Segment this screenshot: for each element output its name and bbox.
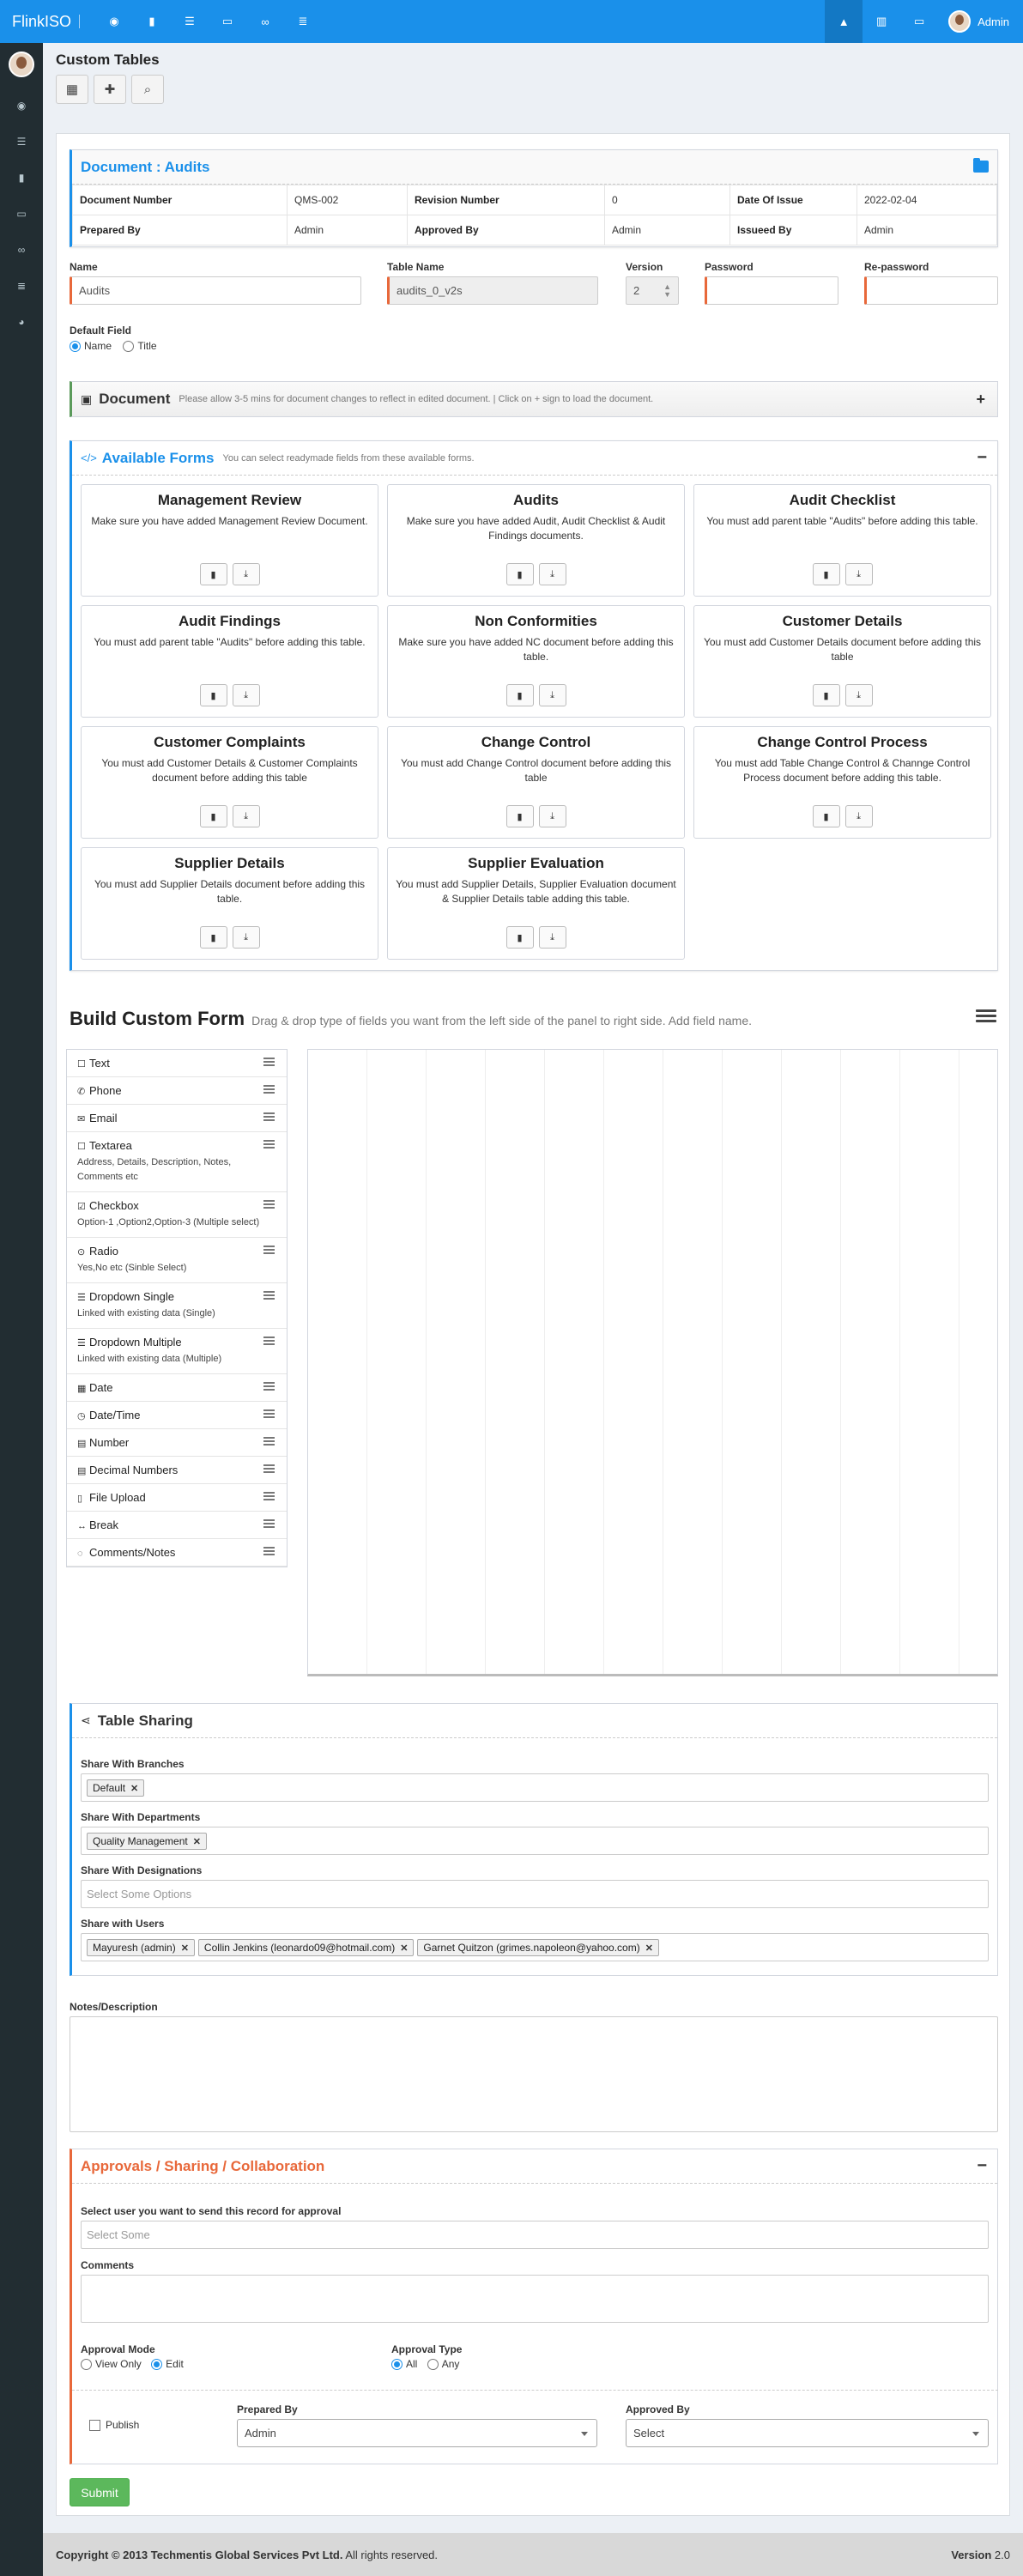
dashboard-icon[interactable]: ◉ — [109, 15, 119, 27]
menu-lines-icon[interactable] — [976, 1009, 996, 1027]
approved-by-value: Select — [633, 2427, 665, 2440]
tag-label: Default — [93, 1781, 126, 1794]
caret-down-icon — [581, 2432, 588, 2436]
doc-number-label: Document Number — [73, 185, 288, 215]
book-icon[interactable]: ▮ — [506, 563, 534, 585]
plus-icon[interactable]: + — [976, 390, 985, 408]
remove-tag-icon[interactable]: ✕ — [180, 1943, 189, 1954]
document-bar-title: Document — [99, 391, 171, 407]
field-type-item[interactable] — [67, 1050, 287, 1077]
bookmark-icon[interactable]: ▮ — [18, 172, 25, 184]
form-card-title: Audit Checklist — [789, 492, 896, 508]
available-forms-header — [72, 441, 997, 476]
view-only-label: View Only — [95, 2358, 142, 2370]
download-icon[interactable]: ⤓ — [845, 684, 873, 706]
prepared-by-select[interactable] — [237, 2419, 597, 2447]
approval-type-options — [391, 2358, 459, 2370]
field-type-label: Email — [89, 1112, 118, 1124]
graduation-cap-icon[interactable]: ▲ — [825, 0, 863, 43]
form-card-title: Audits — [513, 492, 559, 508]
notes-textarea[interactable] — [70, 2016, 998, 2132]
remove-tag-icon[interactable]: ✕ — [130, 1783, 139, 1794]
form-card-title: Audit Findings — [179, 613, 281, 629]
radio-title-label: Title — [137, 340, 157, 352]
designations-label: Share With Designations — [81, 1864, 203, 1876]
sidebar — [0, 43, 43, 2576]
link-icon[interactable]: ∞ — [17, 244, 26, 256]
radio-name[interactable] — [70, 341, 81, 352]
table-name-label: Table Name — [387, 261, 445, 273]
approvals-title: Approvals / Sharing / Collaboration — [81, 2157, 325, 2174]
user-tag — [198, 1939, 415, 1956]
database-icon[interactable]: ≣ — [298, 15, 308, 27]
drag-handle-icon[interactable] — [263, 1140, 275, 1150]
password-input[interactable] — [705, 276, 838, 305]
radio-all[interactable] — [391, 2359, 403, 2370]
page-title: Custom Tables — [56, 52, 160, 68]
approvals-header — [72, 2149, 997, 2184]
share-icon: ⋖ — [81, 1713, 91, 1727]
drag-handle-icon[interactable] — [263, 1336, 275, 1347]
publish-option — [89, 2419, 139, 2431]
form-card-description: You must add parent table "Audits" before adding this table. — [706, 515, 978, 527]
field-type-icon: ▤ — [77, 1466, 87, 1476]
build-form-heading — [70, 1008, 752, 1030]
field-type-item[interactable] — [67, 1512, 287, 1539]
build-form-title: Build Custom Form — [70, 1008, 245, 1029]
publish-label: Publish — [106, 2419, 140, 2431]
book-icon[interactable]: ▮ — [813, 805, 840, 827]
tag-label: Mayuresh (admin) — [93, 1941, 176, 1954]
bar-chart-icon[interactable]: ▥ — [875, 15, 887, 27]
document-header — [72, 150, 997, 185]
field-type-item[interactable] — [67, 1105, 287, 1132]
field-type-label: Decimal Numbers — [89, 1464, 179, 1476]
plus-icon[interactable]: ✚ — [94, 75, 126, 104]
branches-select[interactable] — [81, 1773, 989, 1802]
radio-view-only[interactable] — [81, 2359, 92, 2370]
field-type-label: Checkbox — [89, 1199, 139, 1212]
folder-icon[interactable]: ▭ — [16, 208, 27, 220]
all-label: All — [406, 2358, 418, 2370]
document-details-table — [72, 185, 997, 245]
field-type-icon: ◌ — [77, 1549, 83, 1559]
drag-handle-icon[interactable] — [263, 1291, 275, 1301]
book-icon[interactable]: ▮ — [200, 926, 227, 949]
field-type-item[interactable] — [67, 1132, 287, 1192]
list-icon[interactable]: ☰ — [185, 15, 195, 27]
form-card-actions — [82, 926, 378, 949]
download-icon[interactable]: ⤓ — [233, 926, 260, 949]
issue-date-label: Date Of Issue — [730, 185, 857, 215]
departments-select[interactable] — [81, 1827, 989, 1855]
download-icon[interactable]: ⤓ — [845, 563, 873, 585]
list-icon[interactable]: ☰ — [16, 136, 27, 148]
drag-handle-icon[interactable] — [263, 1058, 275, 1068]
prepared-by-value: Admin — [288, 215, 408, 245]
page-toolbar — [56, 75, 164, 104]
form-card-actions — [388, 684, 684, 706]
field-type-icon: ☰ — [77, 1338, 86, 1349]
field-type-item[interactable] — [67, 1283, 287, 1329]
download-icon[interactable]: ⤓ — [233, 684, 260, 706]
form-card-description: Make sure you have added Audit, Audit Checklist & Audit Findings documents. — [406, 515, 666, 542]
user-tag — [417, 1939, 659, 1956]
footer-copyright — [56, 2549, 438, 2561]
book-icon[interactable]: ▮ — [813, 563, 840, 585]
drag-handle-icon[interactable] — [263, 1464, 275, 1475]
remove-tag-icon[interactable]: ✕ — [192, 1836, 201, 1847]
select-user-label: Select user you want to send this record for approval — [81, 2205, 342, 2217]
issued-by-label: Issueed By — [730, 215, 857, 245]
navbar-divider — [79, 15, 80, 28]
download-icon[interactable]: ⤓ — [233, 563, 260, 585]
field-type-item[interactable] — [67, 1457, 287, 1484]
caret-down-icon — [972, 2432, 979, 2436]
submit-button[interactable]: Submit — [70, 2478, 130, 2506]
department-tag — [87, 1833, 207, 1850]
document-info-box — [70, 149, 998, 247]
footer — [43, 2533, 1023, 2576]
field-types-list — [66, 1049, 288, 1567]
form-card-actions — [82, 805, 378, 827]
name-input[interactable]: Audits — [70, 276, 361, 305]
book-icon[interactable]: ▮ — [506, 926, 534, 949]
table-sharing-box — [70, 1703, 998, 1976]
document-title: Document : Audits — [81, 158, 210, 175]
minus-icon[interactable]: − — [977, 2156, 987, 2175]
download-icon[interactable]: ⤓ — [539, 805, 566, 827]
radio-any[interactable] — [427, 2359, 439, 2370]
prepared-by-value: Admin — [245, 2427, 276, 2440]
user-tag — [87, 1939, 195, 1956]
bookmark-icon[interactable]: ▮ — [148, 15, 155, 27]
top-navbar — [0, 0, 1023, 43]
field-type-label: Text — [89, 1057, 110, 1070]
publish-checkbox[interactable] — [89, 2420, 100, 2431]
drag-handle-icon[interactable] — [263, 1085, 275, 1095]
form-card-description: You must add Supplier Details document before adding this table. — [94, 878, 366, 905]
form-card-title: Customer Details — [782, 613, 903, 629]
form-card-title: Non Conformities — [475, 613, 597, 629]
issue-date-value: 2022-02-04 — [857, 185, 997, 215]
user-avatar[interactable] — [948, 10, 971, 33]
tag-label: Collin Jenkins (leonardo09@hotmail.com) — [203, 1941, 396, 1954]
form-card — [387, 484, 685, 597]
form-card — [693, 726, 991, 839]
version-value: 2.0 — [994, 2548, 1010, 2561]
folder-open-icon[interactable] — [973, 161, 989, 173]
footer-version — [951, 2549, 1010, 2561]
field-type-item[interactable] — [67, 1238, 287, 1283]
form-card — [81, 847, 378, 960]
form-card-actions — [694, 563, 990, 585]
form-card-description: You must add parent table "Audits" before adding this table. — [94, 636, 366, 648]
remove-tag-icon[interactable]: ✕ — [400, 1943, 409, 1954]
comments-label: Comments — [81, 2259, 135, 2271]
sidebar-avatar[interactable] — [9, 52, 34, 77]
field-type-label: Phone — [89, 1084, 122, 1097]
book-icon[interactable]: ▮ — [200, 805, 227, 827]
field-type-item[interactable] — [67, 1374, 287, 1402]
select-user-input[interactable] — [81, 2221, 989, 2249]
radio-edit[interactable] — [151, 2359, 162, 2370]
field-type-item[interactable] — [67, 1429, 287, 1457]
field-type-icon: ▦ — [77, 1384, 87, 1394]
field-type-subtext: Linked with existing data (Single) — [77, 1308, 215, 1318]
company-name[interactable]: Techmentis Global Services Pvt Ltd. — [150, 2548, 343, 2561]
prepared-by-label: Prepared By — [237, 2403, 298, 2415]
approvals-box — [70, 2149, 998, 2464]
repassword-label: Re-password — [864, 261, 929, 273]
form-card-title: Change Control — [481, 734, 591, 750]
field-type-item[interactable] — [67, 1402, 287, 1429]
form-card-title: Supplier Evaluation — [468, 855, 604, 871]
table-name-input[interactable]: audits_0_v2s — [387, 276, 598, 305]
form-card — [693, 605, 991, 718]
edit-label: Edit — [166, 2358, 184, 2370]
field-type-icon: ▤ — [77, 1439, 87, 1449]
field-type-subtext: Linked with existing data (Multiple) — [77, 1354, 222, 1364]
version-value: 2 — [633, 284, 640, 297]
copyright-prefix: Copyright © 2013 — [56, 2548, 148, 2561]
form-card-actions — [694, 684, 990, 706]
download-icon[interactable]: ⤓ — [539, 926, 566, 949]
doc-number-value: QMS-002 — [288, 185, 408, 215]
field-type-subtext: Option-1 ,Option2,Option-3 (Multiple select) — [77, 1217, 260, 1227]
field-type-icon: ▯ — [77, 1494, 83, 1504]
field-type-label: Number — [89, 1436, 130, 1449]
form-card-description: Make sure you have added Management Review Document. — [91, 515, 368, 527]
field-type-label: Comments/Notes — [89, 1546, 176, 1559]
form-card-description: You must add Change Control document before adding this table — [400, 757, 672, 784]
form-drop-zone[interactable] — [307, 1049, 998, 1676]
radio-name-label: Name — [84, 340, 112, 352]
form-card-title: Supplier Details — [174, 855, 285, 871]
pie-chart-icon[interactable]: ◕ — [18, 316, 25, 328]
drag-handle-icon[interactable] — [263, 1519, 275, 1530]
form-card-actions — [388, 926, 684, 949]
top-right-menu — [825, 0, 1023, 43]
drag-handle-icon[interactable] — [263, 1246, 275, 1256]
default-field-label: Default Field — [70, 324, 132, 336]
revision-value: 0 — [605, 185, 730, 215]
branches-label: Share With Branches — [81, 1758, 185, 1770]
field-type-item[interactable] — [67, 1077, 287, 1105]
designations-placeholder: Select Some Options — [87, 1888, 192, 1900]
divider — [72, 2390, 998, 2391]
field-type-item[interactable] — [67, 1192, 287, 1238]
form-card-description: You must add Table Change Control & Channge Control Process document before adding this table. — [714, 757, 971, 784]
build-form-note: Drag & drop type of fields you want from the left side of the panel to right side. Add field name. — [251, 1014, 752, 1027]
book-icon[interactable]: ▮ — [813, 684, 840, 706]
drag-handle-icon[interactable] — [263, 1492, 275, 1502]
approval-type-label: Approval Type — [391, 2343, 463, 2355]
form-card — [387, 605, 685, 718]
drag-handle-icon[interactable] — [263, 1409, 275, 1420]
field-type-label: Textarea — [89, 1139, 132, 1152]
form-card — [81, 726, 378, 839]
field-type-subtext: Yes,No etc (Sinble Select) — [77, 1263, 187, 1273]
form-card-title: Customer Complaints — [154, 734, 306, 750]
download-icon[interactable]: ⤓ — [233, 805, 260, 827]
issued-by-value: Admin — [857, 215, 997, 245]
form-card-title: Change Control Process — [757, 734, 928, 750]
field-type-item[interactable] — [67, 1539, 287, 1567]
field-type-icon: ☐ — [77, 1059, 86, 1070]
download-icon[interactable]: ⤓ — [845, 805, 873, 827]
users-select[interactable] — [81, 1933, 989, 1961]
field-type-label: Date/Time — [89, 1409, 141, 1421]
approved-by-select[interactable] — [626, 2419, 989, 2447]
table-sharing-title: Table Sharing — [97, 1712, 193, 1729]
field-type-icon: ✉ — [77, 1114, 86, 1124]
comments-textarea[interactable] — [81, 2275, 989, 2323]
form-card-actions — [82, 563, 378, 585]
field-type-subtext: Address, Details, Description, Notes, Comments etc — [77, 1157, 232, 1182]
download-icon[interactable]: ⤓ — [539, 684, 566, 706]
book-icon[interactable]: ▮ — [200, 563, 227, 585]
code-icon: </> — [81, 452, 97, 464]
form-card — [693, 484, 991, 597]
form-card-description: You must add Supplier Details, Supplier Evaluation document & Supplier Details table adding this table. — [396, 878, 676, 905]
users-label: Share with Users — [81, 1918, 165, 1930]
field-type-label: File Upload — [89, 1491, 146, 1504]
any-label: Any — [441, 2358, 460, 2370]
drag-handle-icon[interactable] — [263, 1437, 275, 1447]
form-card-actions — [388, 805, 684, 827]
available-forms-box — [70, 440, 998, 971]
prepared-by-label: Prepared By — [73, 215, 288, 245]
field-type-icon: ◷ — [77, 1411, 86, 1421]
user-name[interactable]: Admin — [978, 15, 1009, 28]
name-label: Name — [70, 261, 98, 273]
form-card-actions — [388, 563, 684, 585]
table-icon[interactable]: ▦ — [56, 75, 88, 104]
field-type-icon: ☑ — [77, 1202, 86, 1212]
tag-label: Quality Management — [93, 1834, 188, 1847]
drag-handle-icon[interactable] — [263, 1200, 275, 1210]
drag-handle-icon[interactable] — [263, 1547, 275, 1557]
field-type-label: Break — [89, 1518, 118, 1531]
brand-logo[interactable]: FlinkISO — [12, 12, 72, 30]
book-icon[interactable]: ▮ — [506, 805, 534, 827]
form-card-title: Management Review — [157, 492, 302, 508]
drag-handle-icon[interactable] — [263, 1112, 275, 1123]
departments-label: Share With Departments — [81, 1811, 201, 1823]
book-icon[interactable]: ▮ — [200, 684, 227, 706]
form-card — [387, 847, 685, 960]
field-type-label: Date — [89, 1381, 113, 1394]
form-card-description: You must add Customer Details document before adding this table — [703, 636, 982, 663]
drag-handle-icon[interactable] — [263, 1382, 275, 1392]
folder-icon[interactable]: ▭ — [221, 15, 233, 27]
approval-mode-label: Approval Mode — [81, 2343, 155, 2355]
revision-label: Revision Number — [408, 185, 605, 215]
field-type-icon: ☰ — [77, 1293, 86, 1303]
field-type-icon: ✆ — [77, 1087, 86, 1097]
field-type-label: Dropdown Single — [89, 1290, 175, 1303]
download-icon[interactable]: ⤓ — [539, 563, 566, 585]
form-card-actions — [694, 805, 990, 827]
form-card-description: You must add Customer Details & Customer Complaints document before adding this table — [101, 757, 358, 784]
spinner-arrows-icon[interactable]: ▲ ▼ — [663, 282, 671, 299]
credit-card-icon[interactable]: ▭ — [913, 15, 925, 27]
repassword-input[interactable] — [864, 276, 998, 305]
version-input[interactable] — [626, 276, 679, 305]
field-type-icon: ↔ — [77, 1521, 87, 1531]
database-icon[interactable]: ≣ — [16, 280, 27, 292]
document-bar-note: Please allow 3-5 mins for document changes to reflect in edited document. | Click on + sign to load the document. — [179, 394, 654, 404]
branch-tag — [87, 1779, 144, 1797]
designations-select[interactable] — [81, 1880, 989, 1908]
form-panel — [56, 133, 1010, 2516]
form-card — [387, 726, 685, 839]
form-card-description: Make sure you have added NC document before adding this table. — [398, 636, 674, 663]
top-nav-icons — [95, 0, 322, 43]
form-card — [81, 605, 378, 718]
search-icon[interactable]: ⌕ — [131, 75, 164, 104]
select-user-placeholder: Select Some — [87, 2228, 150, 2241]
password-label: Password — [705, 261, 754, 273]
file-pdf-icon: ▣ — [81, 391, 93, 406]
book-icon[interactable]: ▮ — [506, 684, 534, 706]
notes-label: Notes/Description — [70, 2001, 158, 2013]
available-forms-title: Available Forms — [101, 449, 215, 466]
approved-by-label: Approved By — [626, 2403, 690, 2415]
version-label: Version — [626, 261, 663, 273]
table-row — [73, 185, 997, 215]
default-field-options — [70, 340, 157, 352]
field-type-label: Radio — [89, 1245, 118, 1258]
table-row — [73, 215, 997, 245]
tag-label: Garnet Quitzon (grimes.napoleon@yahoo.com) — [423, 1941, 640, 1954]
rights-text: All rights reserved. — [345, 2548, 439, 2561]
link-icon[interactable]: ∞ — [261, 15, 269, 28]
field-type-item[interactable] — [67, 1484, 287, 1512]
approved-by-label: Approved By — [408, 215, 605, 245]
field-type-item[interactable] — [67, 1329, 287, 1374]
approved-by-value: Admin — [605, 215, 730, 245]
form-card — [81, 484, 378, 597]
radio-title[interactable] — [123, 341, 134, 352]
available-forms-note: You can select readymade fields from these available forms. — [222, 452, 475, 464]
approval-mode-options — [81, 2358, 184, 2370]
version-label: Version — [951, 2548, 992, 2561]
remove-tag-icon[interactable]: ✕ — [645, 1943, 653, 1954]
dashboard-icon[interactable]: ◉ — [16, 100, 27, 112]
form-card-actions — [82, 684, 378, 706]
field-type-icon: ☐ — [77, 1142, 86, 1152]
field-type-label: Dropdown Multiple — [89, 1336, 182, 1349]
table-sharing-header — [72, 1704, 997, 1738]
field-type-icon: ⊙ — [77, 1247, 86, 1258]
document-load-bar — [70, 381, 998, 417]
minus-icon[interactable]: − — [977, 448, 987, 467]
